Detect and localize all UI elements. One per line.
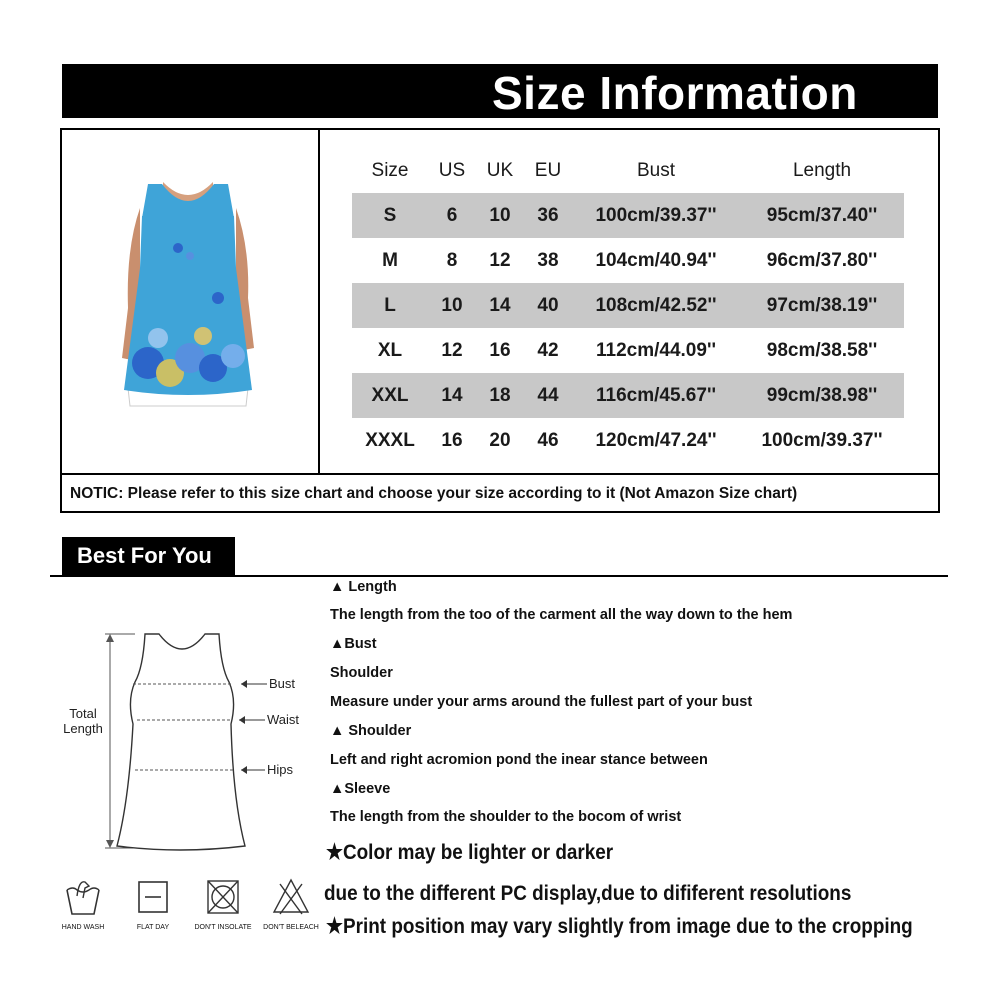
dress-straps [142, 184, 234, 218]
desc-bust-heading: ▲Bust [330, 636, 377, 652]
table-cell: S [383, 205, 397, 226]
table-cell: L [384, 295, 396, 316]
dress-photo [118, 178, 258, 428]
table-cell: 10 [441, 295, 463, 316]
table-cell: XL [377, 340, 403, 361]
table-cell: 8 [446, 250, 458, 271]
desc-length-heading: ▲ Length [330, 579, 397, 595]
table-cell: 99cm/38.98'' [766, 385, 878, 406]
table-cell: 46 [537, 430, 559, 451]
table-cell: 98cm/38.58'' [766, 340, 878, 361]
table-cell: 100cm/39.37'' [595, 205, 717, 226]
care-label: DON'T INSOLATE [194, 924, 252, 931]
table-cell: 14 [489, 295, 511, 316]
desc-shoulder-label: Shoulder [330, 665, 393, 681]
title-bar [62, 64, 938, 118]
table-row [352, 373, 904, 418]
table-cell: 38 [537, 250, 559, 271]
table-cell: 112cm/44.09'' [596, 340, 716, 361]
table-cell: 120cm/47.24'' [595, 430, 717, 451]
table-cell: 96cm/37.80'' [766, 250, 878, 271]
table-cell: 10 [489, 205, 511, 226]
table-cell: 40 [537, 295, 559, 316]
measurement-diagram [55, 620, 320, 860]
care-label: DON'T BELEACH [263, 924, 319, 931]
table-cell: 42 [537, 340, 559, 361]
section-divider [50, 575, 948, 577]
desc-shoulder-heading: ▲ Shoulder [330, 723, 412, 739]
do-not-bleach-icon [271, 876, 311, 918]
bust-label: Bust [269, 676, 296, 691]
table-cell: 108cm/42.52'' [595, 295, 717, 316]
table-row [352, 328, 904, 373]
desc-bust-text: Measure under your arms around the fullest part of your bust [330, 694, 753, 710]
table-cell: XXL [371, 385, 409, 406]
flat-dry-icon [133, 876, 173, 918]
care-do-not-bleach [256, 876, 326, 946]
column-header: US [438, 160, 466, 181]
size-chart-box [60, 128, 940, 513]
section-tab-best-for-you: Best For You [62, 537, 235, 575]
table-cell: 18 [489, 385, 511, 406]
table-cell: 6 [446, 205, 458, 226]
total-length-label: Length [63, 721, 103, 736]
hand-wash-icon [63, 876, 103, 918]
note-print-position: ★Print position may vary slightly from image due to the cropping [326, 914, 913, 938]
table-cell: 95cm/37.40'' [766, 205, 878, 226]
hips-label: Hips [267, 762, 294, 777]
table-cell: XXXL [365, 430, 415, 451]
page-title: Size Information [492, 67, 858, 119]
table-row [352, 238, 904, 283]
column-header: Length [792, 160, 852, 181]
table-cell: 104cm/40.94'' [595, 250, 717, 271]
do-not-tumble-icon [203, 876, 243, 918]
table-row [352, 193, 904, 238]
column-header: Size [371, 160, 409, 181]
care-flat-dry [118, 876, 188, 946]
care-do-not-tumble [188, 876, 258, 946]
table-cell: 97cm/38.19'' [766, 295, 878, 316]
table-cell: 100cm/39.37'' [761, 430, 883, 451]
divider-horizontal [62, 473, 938, 475]
column-header: Bust [636, 160, 676, 181]
desc-sleeve-heading: ▲Sleeve [330, 781, 391, 797]
divider-vertical [318, 130, 320, 473]
care-label: HAND WASH [61, 924, 105, 931]
table-cell: 12 [489, 250, 511, 271]
table-cell: 14 [441, 385, 463, 406]
dress-outline [117, 634, 245, 850]
care-label: FLAT DAY [136, 924, 170, 931]
table-cell: 16 [489, 340, 511, 361]
care-hand-wash [48, 876, 118, 946]
note-color: ★Color may be lighter or darker [326, 840, 614, 864]
table-cell: 16 [441, 430, 463, 451]
size-notice: NOTIC: Please refer to this size chart and choose your size according to it (Not Amazon Size chart) [70, 485, 798, 502]
note-display: due to the different PC display,due to dififerent resolutions [324, 881, 852, 905]
table-cell: 12 [441, 340, 463, 361]
table-cell: 44 [537, 385, 559, 406]
column-header: UK [486, 160, 514, 181]
table-cell: 116cm/45.67'' [596, 385, 716, 406]
table-header-row [352, 148, 904, 193]
table-cell: 36 [537, 205, 559, 226]
column-header: EU [534, 160, 562, 181]
total-length-label: Total [69, 706, 97, 721]
desc-sleeve-text: The length from the shoulder to the bocom of wrist [330, 809, 682, 825]
table-cell: 20 [489, 430, 511, 451]
size-table [352, 148, 904, 463]
desc-length-text: The length from the too of the carment all the way down to the hem [330, 607, 793, 623]
waist-label: Waist [267, 712, 300, 727]
table-row [352, 418, 904, 463]
table-cell: M [382, 250, 398, 271]
table-row [352, 283, 904, 328]
desc-shoulder-text: Left and right acromion pond the inear stance between [330, 752, 708, 768]
